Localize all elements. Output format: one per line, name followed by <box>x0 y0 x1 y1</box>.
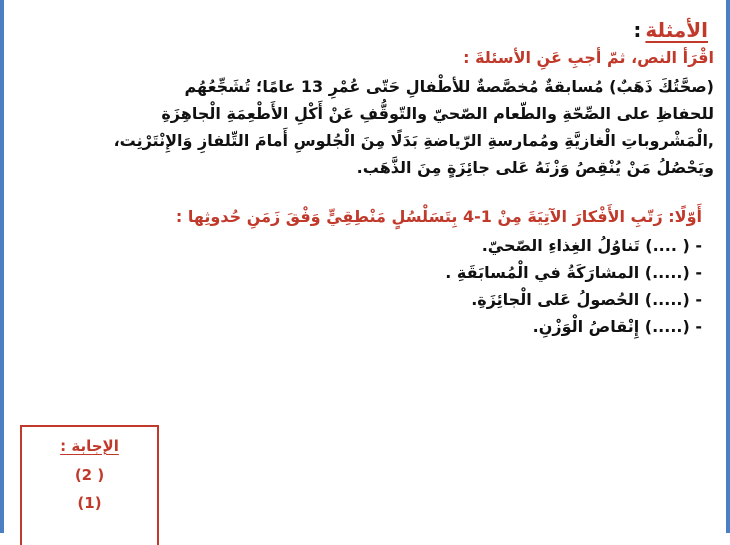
answer-item: ( 2) <box>74 466 105 484</box>
passage-line: (صحَّتُكَ ذَهَبٌ) مُسابقةٌ مُخصَّصةٌ للأطْفالِ حَتّى عُمْرِ 13 عامًا؛ تُشَجِّعُهُم <box>184 77 714 96</box>
answer-item: (1) <box>77 494 102 512</box>
passage-line: ويَحْصُلُ مَنْ يُنْقِصُ وَزْنَهُ عَلى جائِزَةٍ مِنَ الذَّهَب. <box>356 158 714 177</box>
reading-passage <box>12 73 714 181</box>
passage-line: للحفاظِ على الصِّحّةِ والطّعام الصّحيّ والتّوقُّفِ عَنْ أَكْلِ الأَطْعِمَةِ الْجاهِزَةِ <box>161 104 714 123</box>
answer-box <box>20 425 159 545</box>
option-item: - ( ....) تَناوُلُ الغِذاءِ الصّحيّ. <box>481 236 702 255</box>
option-item: - (.....) إِنْقاصُ الْوَزْنِ. <box>532 317 702 336</box>
ordering-question: أَوّلًا: رَتّبِ الأَفْكارَ الآتِيَةَ مِنْ 1-4 بِتَسَلْسُلٍ مَنْطِقِيٍّ وَفْقَ زَمَنِ حُدوثِها : <box>175 207 702 226</box>
option-item: - (.....) المشارَكَةُ في الْمُسابَقَةِ . <box>445 263 702 282</box>
reading-instruction: اقْرَأ النص، ثمّ أجبِ عَنِ الأسئلةَ : <box>463 48 714 67</box>
option-item: - (.....) الحُصولُ عَلى الْجائِزَةِ. <box>471 290 702 309</box>
ordering-options <box>12 232 702 340</box>
answer-title: الإجابة : <box>60 437 119 455</box>
section-heading-colon: : <box>633 18 642 42</box>
section-heading <box>12 18 708 42</box>
worksheet-content <box>12 18 716 340</box>
passage-line: ,الْمَشْروباتِ الْغازيَّةِ ومُمارسةِ الرّياضةِ بَدَلًا مِنَ الْجُلوسِ أَمامَ التِّلفازِ وَالإِنْتَرْنِت، <box>113 131 714 150</box>
section-heading-title: الأمثلة <box>645 18 708 42</box>
